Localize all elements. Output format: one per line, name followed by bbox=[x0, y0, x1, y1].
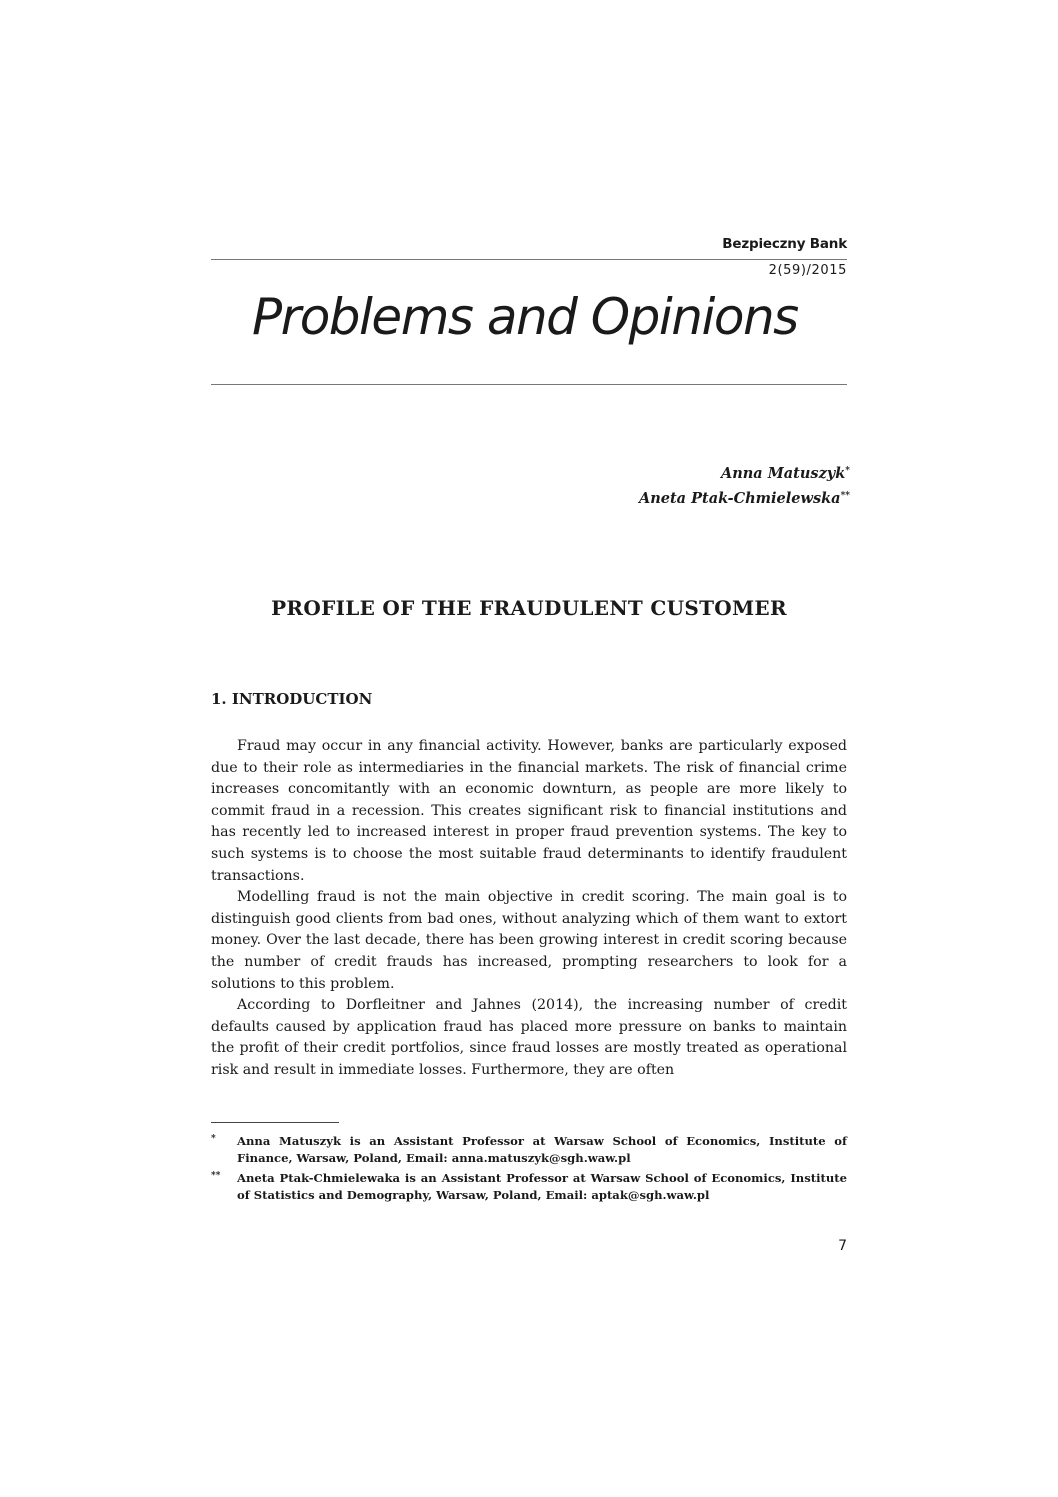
author-1: Anna Matuszyk* bbox=[720, 465, 850, 482]
footnote-2 bbox=[211, 1170, 847, 1204]
article-title: PROFILE OF THE FRAUDULENT CUSTOMER bbox=[271, 596, 787, 620]
section-title: Problems and Opinions bbox=[252, 288, 798, 346]
author-1-mark: * bbox=[845, 466, 850, 476]
paragraph-1: Fraud may occur in any financial activity. However, banks are particularly exposed due to their role as intermediaries in the financial markets. The risk of financial crime increases concomitantly with an economic downturn, as people are more likely to commit fraud in a recession. This creates significant risk to financial institutions and has recently led to increased interest in proper fraud prevention systems. The key to such systems is to choose the most suitable fraud determinants to identify fraudulent transactions. bbox=[211, 738, 847, 884]
footnote-1-mark: * bbox=[211, 1134, 216, 1144]
section-heading: 1. INTRODUCTION bbox=[211, 690, 373, 708]
footnote-rule bbox=[211, 1122, 339, 1123]
section-rule bbox=[211, 384, 847, 385]
paragraph-3: According to Dorfleitner and Jahnes (2014), the increasing number of credit defaults caused by application fraud has placed more pressure on banks to maintain the profit of their credit portfolios, since fraud losses are mostly treated as operational risk and result in immediate losses. Furthermore, they are often bbox=[211, 997, 847, 1078]
page-number: 7 bbox=[838, 1238, 847, 1254]
header-rule bbox=[211, 259, 847, 260]
authors bbox=[639, 460, 850, 510]
footnote-1 bbox=[211, 1133, 847, 1167]
issue-number: 2(59)/2015 bbox=[768, 263, 847, 278]
paragraph-2: Modelling fraud is not the main objective in credit scoring. The main goal is to distinguish good clients from bad ones, without analyzing which of them want to extort money. Over the last decade, there has been growing interest in credit scoring because the number of credit frauds has increased, prompting researchers to look for a solutions to this problem. bbox=[211, 889, 847, 992]
journal-name: Bezpieczny Bank bbox=[722, 236, 847, 252]
footnote-2-text: Aneta Ptak-Chmielewaka is an Assistant Professor at Warsaw School of Economics, Institute of Statistics and Demography, Warsaw, Poland, Email: aptak@sgh.waw.pl bbox=[237, 1171, 847, 1202]
footnote-1-text: Anna Matuszyk is an Assistant Professor at Warsaw School of Economics, Institute of Finance, Warsaw, Poland, Email: anna.matuszyk@sgh.waw.pl bbox=[237, 1134, 847, 1165]
author-2-mark: ** bbox=[840, 491, 850, 501]
footnotes bbox=[211, 1133, 847, 1207]
body-text bbox=[211, 736, 847, 1082]
footnote-2-mark: ** bbox=[211, 1171, 221, 1181]
author-2: Aneta Ptak-Chmielewska** bbox=[638, 490, 850, 507]
